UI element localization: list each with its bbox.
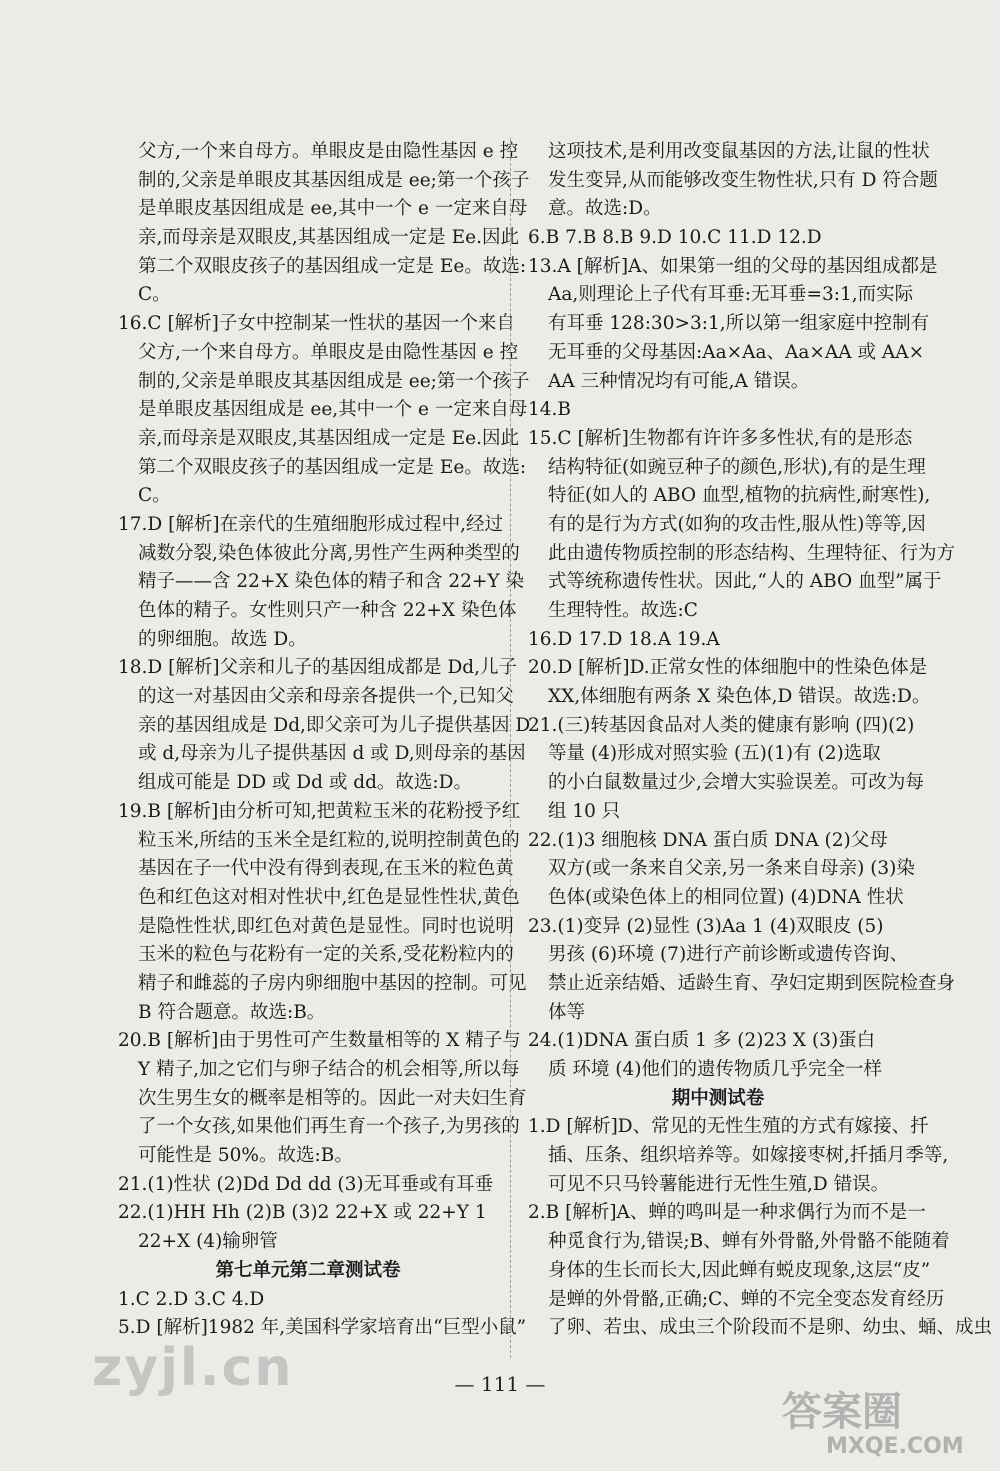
answer-line: 禁止近亲结婚、适龄生育、孕妇定期到医院检查身 bbox=[548, 972, 956, 994]
answer-line: 体等 bbox=[548, 1001, 586, 1023]
answer-line: 玉米的粒色与花粉有一定的关系,受花粉粒内的 bbox=[138, 944, 514, 966]
answer-line: 是隐性性状,即红色对黄色是显性。同时也说明 bbox=[138, 915, 514, 937]
answer-line: 发生变异,从而能够改变生物性状,只有 D 符合题 bbox=[548, 169, 938, 191]
answer-line: 式等统称遗传性状。因此,“人的 ABO 血型”属于 bbox=[548, 571, 942, 593]
answer-line: 22.(1)3 细胞核 DNA 蛋白质 DNA (2)父母 bbox=[528, 829, 888, 851]
answer-line: 制的,父亲是单眼皮其基因组成是 ee;第一个孩子 bbox=[138, 169, 530, 191]
watermark-left: zyjl.cn bbox=[92, 1338, 294, 1398]
answer-line: 的这一对基因由父亲和母亲各提供一个,已知父 bbox=[138, 686, 514, 708]
answer-line: 等量 (4)形成对照实验 (五)(1)有 (2)选取 bbox=[548, 743, 881, 765]
answer-line: 父方,一个来自母方。单眼皮是由隐性基因 e 控 bbox=[138, 341, 519, 363]
answer-line: 色体(或染色体上的相同位置) (4)DNA 性状 bbox=[548, 886, 904, 908]
column-divider bbox=[510, 138, 511, 1358]
watermark-right-url: MXQE.COM bbox=[826, 1434, 964, 1459]
answer-line: 结构特征(如豌豆种子的颜色,形状),有的是生理 bbox=[548, 456, 926, 478]
answer-line: 特征(如人的 ABO 血型,植物的抗病性,耐寒性), bbox=[548, 485, 931, 507]
answer-line: 精子——含 22+X 染色体的精子和含 22+Y 染 bbox=[138, 571, 524, 593]
answer-line: 2.B [解析]A、蝉的鸣叫是一种求偶行为而不是一 bbox=[528, 1202, 926, 1224]
answer-line: 17.D [解析]在亲代的生殖细胞形成过程中,经过 bbox=[118, 513, 503, 535]
answer-line: 或 d,母亲为儿子提供基因 d 或 D,则母亲的基因 bbox=[138, 743, 526, 765]
answer-line: 插、压条、组织培养等。如嫁接枣树,扦插月季等, bbox=[548, 1145, 949, 1167]
answer-line: 此由遗传物质控制的形态结构、生理特征、行为方 bbox=[548, 542, 956, 564]
answer-line: 是蝉的外骨骼,正确;C、蝉的不完全变态发育经历 bbox=[548, 1288, 945, 1310]
answer-line: Aa,则理论上子代有耳垂:无耳垂=3:1,而实际 bbox=[548, 284, 914, 306]
answer-line: 6.B 7.B 8.B 9.D 10.C 11.D 12.D bbox=[528, 227, 822, 249]
answer-line: 16.C [解析]子女中控制某一性状的基因一个来自 bbox=[118, 313, 515, 335]
answer-line: B 符合题意。故选:B。 bbox=[138, 1001, 326, 1023]
answer-line: 13.A [解析]A、如果第一组的父母的基因组成都是 bbox=[528, 255, 938, 277]
answer-line: 生理特性。故选:C bbox=[548, 600, 698, 621]
answer-line: 22.(1)HH Hh (2)B (3)2 22+X 或 22+Y 1 bbox=[118, 1202, 487, 1224]
answer-line: 组成可能是 DD 或 Dd 或 dd。故选:D。 bbox=[138, 772, 472, 794]
answer-line: 19.B [解析]由分析可知,把黄粒玉米的花粉授予红 bbox=[118, 800, 521, 822]
answer-line: 了卵、若虫、成虫三个阶段而不是卵、幼虫、蛹、成虫 bbox=[548, 1317, 993, 1339]
answer-line: 20.B [解析]由于男性可产生数量相等的 X 精子与 bbox=[118, 1030, 521, 1052]
answer-line: 基因在子一代中没有得到表现,在玉米的粒色黄 bbox=[138, 858, 514, 880]
answer-line: 第二个双眼皮孩子的基因组成一定是 Ee。故选: bbox=[138, 255, 527, 277]
answer-line: 21.(三)转基因食品对人类的健康有影响 (四)(2) bbox=[528, 714, 915, 736]
answer-line: 粒玉米,所结的玉米全是红粒的,说明控制黄色的 bbox=[138, 829, 520, 851]
answer-line: 5.D [解析]1982 年,美国科学家培育出“巨型小鼠” bbox=[118, 1317, 527, 1339]
answer-line: 这项技术,是利用改变鼠基因的方法,让鼠的性状 bbox=[548, 141, 930, 162]
answer-line: 次生男生女的概率是相等的。因此一对夫妇生育 bbox=[138, 1087, 527, 1109]
answer-line: 的小白鼠数量过少,会增大实验误差。可改为每 bbox=[548, 772, 924, 794]
answer-line: 16.D 17.D 18.A 19.A bbox=[528, 628, 720, 650]
answer-line: 可能性是 50%。故选:B。 bbox=[138, 1145, 353, 1167]
answer-line: C。 bbox=[138, 284, 171, 306]
answer-line: 制的,父亲是单眼皮其基因组成是 ee;第一个孩子 bbox=[138, 370, 530, 392]
answer-line: 色体的精子。女性则只产一种含 22+X 染色体 bbox=[138, 600, 517, 621]
section-heading: 期中测试卷 bbox=[671, 1087, 765, 1109]
answer-line: 第二个双眼皮孩子的基因组成一定是 Ee。故选: bbox=[138, 456, 527, 478]
answer-line: 22+X (4)输卵管 bbox=[138, 1231, 278, 1253]
answer-line: 无耳垂的父母基因:Aa×Aa、Aa×AA 或 AA× bbox=[548, 341, 925, 363]
answer-line: 21.(1)性状 (2)Dd Dd dd (3)无耳垂或有耳垂 bbox=[118, 1173, 494, 1195]
answer-line: 可见不只马铃薯能进行无性生殖,D 错误。 bbox=[548, 1173, 890, 1195]
right-column bbox=[528, 138, 993, 1343]
answer-line: 身体的生长而长大,因此蝉有蜕皮现象,这层“皮” bbox=[548, 1259, 931, 1281]
answer-line: 20.D [解析]D.正常女性的体细胞中的性染色体是 bbox=[528, 657, 928, 679]
answer-line: 是单眼皮基因组成是 ee,其中一个 e 一定来自母 bbox=[138, 198, 528, 220]
page-number: — 111 — bbox=[454, 1372, 546, 1396]
answer-line: 18.D [解析]父亲和儿子的基因组成都是 Dd,儿子 bbox=[118, 657, 518, 679]
answer-line: 1.C 2.D 3.C 4.D bbox=[118, 1288, 265, 1310]
answer-line: 亲,而母亲是双眼皮,其基因组成一定是 Ee.因此 bbox=[138, 227, 519, 249]
answer-line: 质 环境 (4)他们的遗传物质几乎完全一样 bbox=[548, 1059, 882, 1080]
answer-line: 组 10 只 bbox=[548, 800, 621, 822]
answer-line: 了一个女孩,如果他们再生育一个孩子,为男孩的 bbox=[138, 1116, 520, 1138]
answer-line: 父方,一个来自母方。单眼皮是由隐性基因 e 控 bbox=[138, 141, 519, 162]
answer-line: 种觅食行为,错误;B、蝉有外骨骼,外骨骼不能随着 bbox=[548, 1231, 950, 1253]
answer-line: 有耳垂 128:30>3:1,所以第一组家庭中控制有 bbox=[548, 313, 930, 335]
answer-line: 精子和雌蕊的子房内卵细胞中基因的控制。可见 bbox=[138, 972, 527, 994]
answer-line: 的卵细胞。故选 D。 bbox=[138, 628, 307, 650]
left-column bbox=[118, 138, 531, 1343]
watermark-right: 答案圈 bbox=[782, 1389, 902, 1435]
answer-line: C。 bbox=[138, 485, 171, 507]
answer-line: 双方(或一条来自父亲,另一条来自母亲) (3)染 bbox=[548, 858, 915, 880]
answer-line: Y 精子,加之它们与卵子结合的机会相等,所以每 bbox=[138, 1059, 520, 1080]
answer-line: AA 三种情况均有可能,A 错误。 bbox=[548, 370, 810, 392]
answer-line: 23.(1)变异 (2)显性 (3)Aa 1 (4)双眼皮 (5) bbox=[528, 915, 884, 937]
answer-line: 男孩 (6)环境 (7)进行产前诊断或遗传咨询、 bbox=[548, 944, 909, 966]
answer-line: XX,体细胞有两条 X 染色体,D 错误。故选:D。 bbox=[548, 686, 931, 708]
answer-line: 24.(1)DNA 蛋白质 1 多 (2)23 X (3)蛋白 bbox=[528, 1030, 876, 1052]
answer-line: 1.D [解析]D、常见的无性生殖的方式有嫁接、扦 bbox=[528, 1116, 929, 1138]
answer-line: 意。故选:D。 bbox=[548, 198, 662, 220]
answer-line: 14.B bbox=[528, 399, 572, 421]
answer-line: 亲的基因组成是 Dd,即父亲可为儿子提供基因 D bbox=[138, 714, 531, 736]
answer-line: 有的是行为方式(如狗的攻击性,服从性)等等,因 bbox=[548, 513, 926, 535]
answer-line: 15.C [解析]生物都有许许多多性状,有的是形态 bbox=[528, 427, 913, 449]
answer-line: 是单眼皮基因组成是 ee,其中一个 e 一定来自母 bbox=[138, 399, 528, 421]
answer-line: 亲,而母亲是双眼皮,其基因组成一定是 Ee.因此 bbox=[138, 427, 519, 449]
answer-line: 减数分裂,染色体彼此分离,男性产生两种类型的 bbox=[138, 542, 520, 564]
section-heading: 第七单元第二章测试卷 bbox=[215, 1259, 401, 1281]
answer-line: 色和红色这对相对性状中,红色是显性性状,黄色 bbox=[138, 886, 520, 908]
